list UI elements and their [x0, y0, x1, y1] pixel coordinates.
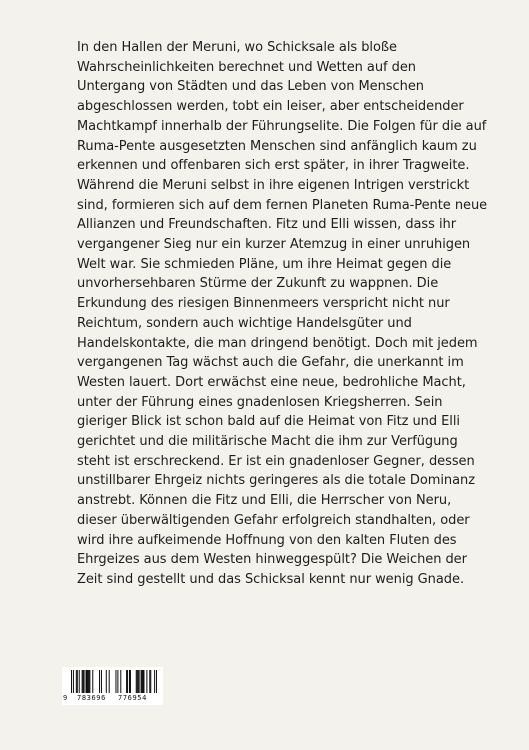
barcode-bar	[83, 670, 84, 693]
barcode-bar	[130, 670, 131, 693]
barcode-bar	[77, 670, 78, 693]
blurb-line: abgeschlossen werden, tobt ein leiser, aber entscheidender	[77, 99, 464, 115]
barcode-bar	[143, 670, 144, 693]
barcode-bar	[89, 670, 90, 693]
barcode-bar	[73, 670, 74, 693]
blurb-line: Westen lauert. Dort erwächst eine neue, bedrohliche Macht,	[77, 374, 466, 390]
barcode-bar	[99, 670, 100, 693]
blurb-line: Allianzen und Freundschaften. Fitz und Elli wissen, dass ihr	[77, 217, 457, 233]
barcode-bar	[127, 670, 128, 693]
blurb-line: dieser überwältigenden Gefahr erfolgreich standhalten, oder	[77, 512, 470, 528]
barcode-bar	[150, 670, 151, 693]
blurb-line: Während die Meruni selbst in ihre eigenen Intrigen verstrickt	[77, 177, 470, 193]
barcode-prefix-digit: 9	[63, 694, 68, 702]
isbn-barcode	[62, 667, 163, 705]
barcode-bar	[129, 670, 130, 693]
barcode-bar	[117, 670, 118, 693]
barcode-bar	[84, 670, 85, 693]
barcode-bar	[109, 670, 110, 693]
barcode-bar	[154, 670, 155, 693]
barcode-bar	[141, 670, 142, 693]
blurb-line: In den Hallen der Meruni, wo Schicksale als bloße	[77, 40, 397, 55]
barcode-bar	[71, 670, 72, 693]
blurb-line: steht ist erschreckend. Er ist ein gnadenloser Gegner, dessen	[77, 453, 475, 469]
barcode-bar	[143, 670, 144, 693]
blurb-line: wird ihre aufkeimende Hoffnung von den kalten Fluten des	[77, 532, 457, 548]
barcode-bar	[82, 670, 83, 693]
blurb-line: sind, formieren sich auf dem fernen Planeten Ruma-Pente neue	[77, 197, 488, 213]
barcode-digits-left: 783696	[77, 694, 106, 702]
barcode-bar	[138, 670, 139, 693]
barcode-bar	[79, 670, 80, 693]
barcode-bar	[115, 670, 116, 693]
barcode-bar	[92, 670, 93, 693]
blurb-line: gieriger Blick ist schon bald auf die Heimat von Fitz und Elli	[77, 414, 460, 430]
blurb-line: Reichtum, sondern auch wichtige Handelsgüter und	[77, 315, 412, 331]
barcode-bar	[120, 670, 121, 693]
barcode-bars	[71, 670, 157, 693]
blurb-line: Erkundung des riesigen Binnenmeers verspricht nicht nur	[77, 296, 450, 312]
blurb-line: unstillbarer Ehrgeiz nichts geringeres als die totale Dominanz	[77, 473, 475, 489]
blurb-line: anstrebt. Können die Fitz und Elli, die Herrscher von Neru,	[77, 493, 452, 509]
blurb-line: Ehrgeizes aus dem Westen hinweggespült? Die Weichen der	[77, 552, 467, 568]
barcode-bar	[136, 670, 137, 693]
blurb-line: Zeit sind gestellt und das Schicksal kennt nur wenig Gnade.	[77, 571, 465, 587]
blurb-line: Ruma-Pente ausgesetzten Menschen sind anfänglich kaum zu	[77, 138, 477, 154]
blurb-line: Untergang von Städten und das Leben von Menschen	[77, 79, 424, 95]
back-cover-blurb	[77, 38, 488, 590]
barcode-digits-right: 776954	[118, 694, 147, 702]
blurb-line: erkennen und offenbaren sich erst später, in ihrer Tragweite.	[77, 158, 470, 174]
barcode-bar	[85, 670, 86, 693]
barcode-bar	[106, 670, 107, 693]
blurb-line: Handelskontakte, die man dringend benötigt. Doch mit jedem	[77, 335, 478, 351]
barcode-bar	[142, 670, 143, 693]
barcode-bar	[87, 670, 88, 693]
blurb-line: gerichtet und die militärische Macht die ihm zur Verfügung	[77, 434, 458, 450]
blurb-line: vergangenen Tag wächst auch die Gefahr, die unerkannt im	[77, 355, 464, 371]
barcode-bar	[86, 670, 87, 693]
blurb-line: Wahrscheinlichkeiten berechnet und Wetten auf den	[77, 59, 416, 75]
barcode-bar	[101, 670, 102, 693]
barcode-bar	[137, 670, 138, 693]
blurb-line: Machtkampf innerhalb der Führungselite. Die Folgen für die auf	[77, 118, 487, 134]
blurb-line: unter der Führung eines gnadenlosen Kriegsherren. Sein	[77, 394, 443, 410]
barcode-bar	[149, 670, 150, 693]
barcode-bar	[126, 670, 127, 693]
barcode-bar	[88, 670, 89, 693]
blurb-line: unvorhersehbaren Stürme der Zukunft zu wappnen. Die	[77, 276, 439, 292]
barcode-bar	[156, 670, 157, 693]
blurb-line: Welt war. Sie schmieden Pläne, um ihre Heimat gegen die	[77, 256, 452, 272]
barcode-bar	[76, 670, 77, 693]
barcode-bar	[139, 670, 140, 693]
barcode-bar	[146, 670, 147, 693]
blurb-line: vergangener Sieg nur ein kurzer Atemzug in einer unruhigen	[77, 237, 471, 253]
